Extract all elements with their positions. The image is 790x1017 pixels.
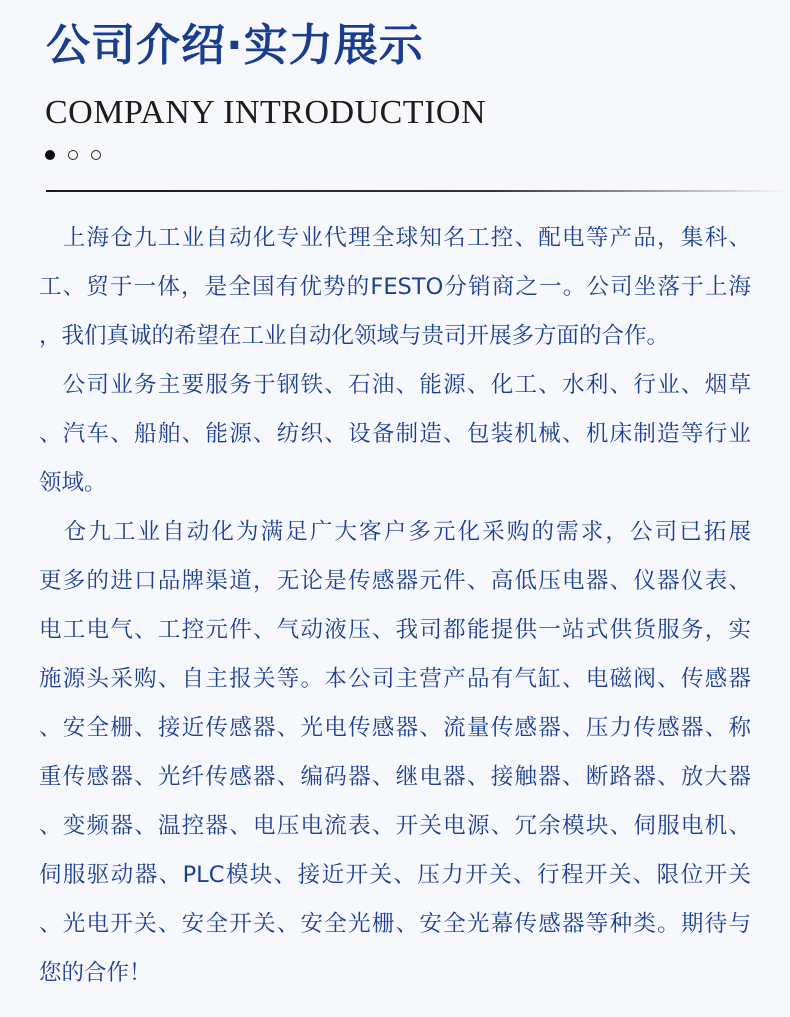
text-line: 上海仓九工业自动化专业代理全球知名工控、配电等产品，集科、	[39, 225, 751, 251]
text-line: 、汽车、船舶、能源、纺织、设备制造、包装机械、机床制造等行业	[39, 421, 751, 447]
text-line: 领域。	[39, 470, 107, 496]
text-line: 、变频器、温控器、电压电流表、开关电源、冗余模块、伺服电机、	[39, 813, 751, 839]
text-line: 公司业务主要服务于钢铁、石油、能源、化工、水利、行业、烟草	[39, 372, 751, 398]
dot-inactive-icon	[91, 150, 101, 160]
intro-paragraph-1	[39, 214, 751, 361]
intro-paragraph-3	[39, 508, 751, 998]
text-line: 电工电气、工控元件、气动液压、我司都能提供一站式供货服务，实	[39, 617, 751, 643]
text-line: 仓九工业自动化为满足广大客户多元化采购的需求，公司已拓展	[39, 519, 751, 545]
text-line: 您的合作！	[39, 960, 152, 986]
dot-inactive-icon	[68, 150, 78, 160]
page-title: 公司介绍·实力展示	[46, 20, 424, 71]
section-divider	[46, 190, 786, 192]
page-subtitle: COMPANY INTRODUCTION	[45, 94, 487, 131]
text-line: 更多的进口品牌渠道，无论是传感器元件、高低压电器、仪器仪表、	[39, 568, 751, 594]
text-line: 施源头采购、自主报关等。本公司主营产品有气缸、电磁阀、传感器	[39, 666, 751, 692]
text-line: 重传感器、光纤传感器、编码器、继电器、接触器、断路器、放大器	[39, 764, 751, 790]
text-line: ，我们真诚的希望在工业自动化领域与贵司开展多方面的合作。	[39, 323, 670, 349]
intro-paragraph-2	[39, 361, 751, 508]
intro-body	[39, 214, 751, 998]
dot-active-icon	[45, 150, 55, 160]
text-line: 工、贸于一体，是全国有优势的FESTO分销商之一。公司坐落于上海	[39, 274, 751, 300]
text-line: 伺服驱动器、PLC模块、接近开关、压力开关、行程开关、限位开关	[39, 862, 751, 888]
text-line: 、安全栅、接近传感器、光电传感器、流量传感器、压力传感器、称	[39, 715, 751, 741]
text-line: 、光电开关、安全开关、安全光栅、安全光幕传感器等种类。期待与	[39, 911, 751, 937]
pagination-dots	[45, 149, 114, 161]
